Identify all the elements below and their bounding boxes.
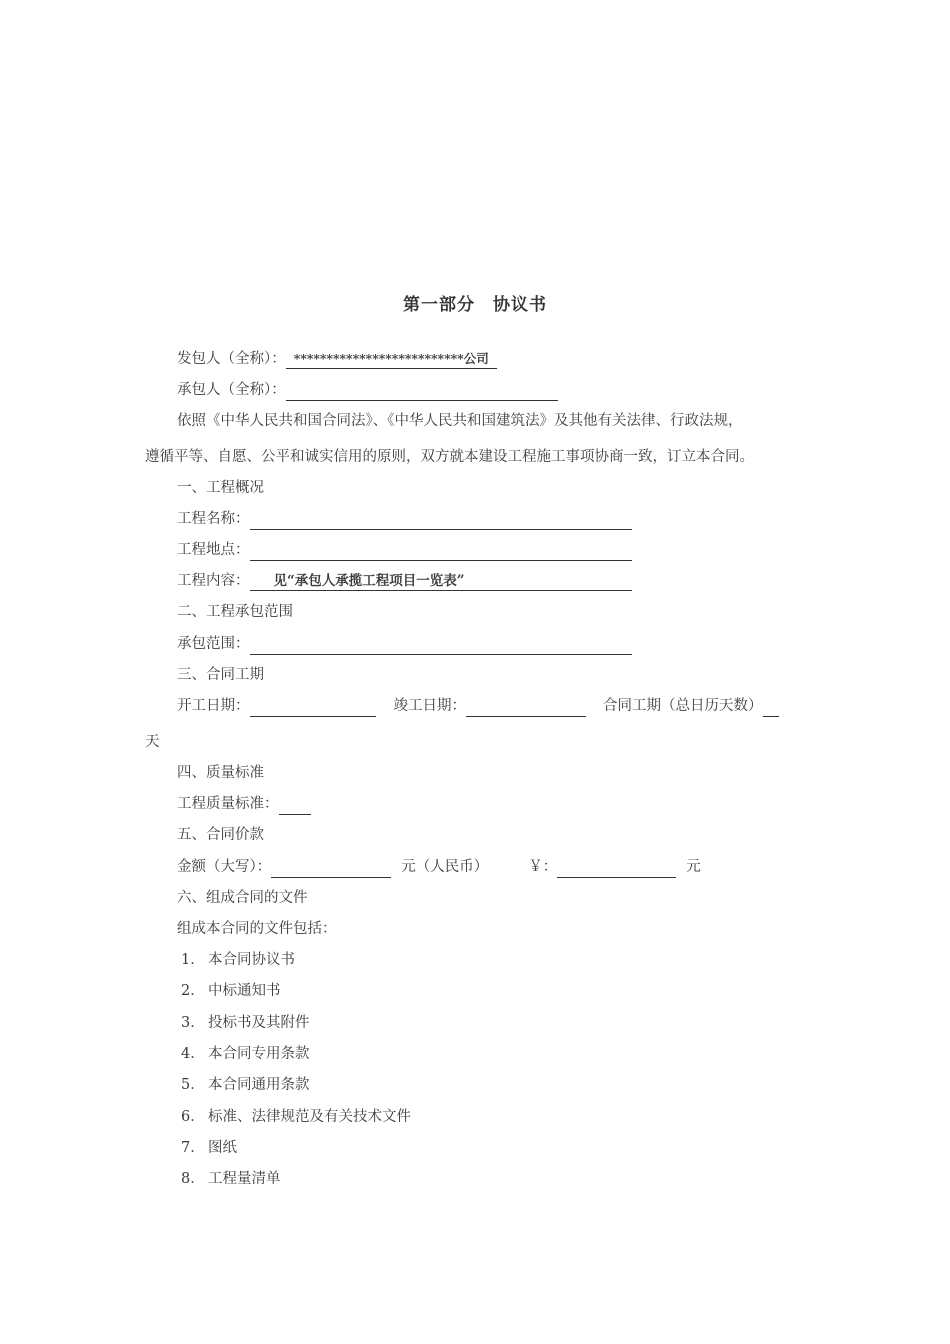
- section-1-heading: 一、工程概况: [177, 480, 264, 496]
- docs-intro: 组成本合同的文件包括：: [177, 921, 337, 937]
- list-item: [177, 1168, 281, 1190]
- list-item: [177, 949, 295, 971]
- quality-line: [177, 793, 311, 815]
- amount-label: 金额（大写）：: [177, 859, 272, 875]
- yen-unit: 元: [686, 859, 701, 875]
- list-item-text: 本合同专用条款: [208, 1046, 310, 1062]
- end-date-label: 竣工日期：: [393, 698, 466, 714]
- project-name-line: [177, 508, 632, 530]
- list-item-text: 中标通知书: [208, 983, 281, 999]
- scope-blank: [250, 636, 632, 655]
- list-item-text: 工程量清单: [208, 1171, 281, 1187]
- contractor-line: [177, 379, 558, 401]
- list-item-text: 本合同通用条款: [208, 1077, 310, 1093]
- employer-line: [177, 348, 497, 370]
- list-item: [177, 1137, 237, 1159]
- list-item-number: 1．: [181, 952, 205, 968]
- list-item-number: 2．: [181, 983, 205, 999]
- project-content-value: 见“承包人承揽工程项目一览表”: [250, 572, 632, 591]
- start-date-label: 开工日期：: [177, 698, 250, 714]
- amount-words-blank: [271, 859, 391, 878]
- quality-blank: [279, 796, 311, 815]
- section-2-heading: 二、工程承包范围: [177, 604, 293, 620]
- end-date-blank: [466, 698, 586, 717]
- start-date-blank: [250, 698, 376, 717]
- duration-label: 合同工期（总日历天数）: [603, 698, 763, 714]
- list-item: [177, 1074, 310, 1096]
- project-location-line: [177, 539, 632, 561]
- amount-line: [177, 856, 701, 878]
- project-location-label: 工程地点：: [177, 542, 250, 558]
- section-4-heading: 四、质量标准: [177, 765, 264, 781]
- project-name-blank: [250, 511, 632, 530]
- contractor-blank: [286, 382, 558, 401]
- section-6-heading: 六、组成合同的文件: [177, 890, 308, 906]
- duration-blank: [763, 698, 779, 717]
- list-item-text: 本合同协议书: [208, 952, 295, 968]
- project-location-blank: [250, 542, 632, 561]
- list-item-text: 标准、法律规范及有关技术文件: [208, 1109, 411, 1125]
- employer-value: **************************公司: [286, 350, 497, 369]
- list-item-text: 投标书及其附件: [208, 1015, 310, 1031]
- scope-line: [177, 633, 632, 655]
- list-item-number: 5．: [181, 1077, 205, 1093]
- employer-label: 发包人（全称）：: [177, 351, 286, 367]
- list-item: [177, 1106, 411, 1128]
- project-content-line: [177, 570, 632, 592]
- duration-unit: 天: [145, 734, 160, 750]
- yen-blank: [557, 859, 676, 878]
- amount-unit: 元（人民币）: [401, 859, 489, 875]
- project-content-label: 工程内容：: [177, 573, 250, 589]
- list-item-number: 7．: [181, 1140, 205, 1156]
- intro-line-2: 遵循平等、自愿、公平和诚实信用的原则，双方就本建设工程施工事项协商一致，订立本合同。: [145, 449, 754, 465]
- list-item-number: 3．: [181, 1015, 205, 1031]
- contractor-label: 承包人（全称）：: [177, 382, 286, 398]
- list-item: [177, 980, 281, 1002]
- list-item-number: 4．: [181, 1046, 205, 1062]
- scope-label: 承包范围：: [177, 636, 250, 652]
- list-item: [177, 1012, 310, 1034]
- section-3-heading: 三、合同工期: [177, 667, 264, 683]
- list-item: [177, 1043, 310, 1065]
- yen-label: ￥：: [528, 859, 558, 875]
- project-name-label: 工程名称：: [177, 511, 250, 527]
- document-title: 第一部分 协议书: [403, 295, 547, 315]
- list-item-text: 图纸: [208, 1140, 237, 1156]
- list-item-number: 8．: [181, 1171, 205, 1187]
- quality-label: 工程质量标准：: [177, 796, 279, 812]
- intro-line-1: 依照《中华人民共和国合同法》、《中华人民共和国建筑法》及其他有关法律、行政法规，: [177, 413, 743, 429]
- list-item-number: 6．: [181, 1109, 205, 1125]
- section-5-heading: 五、合同价款: [177, 827, 264, 843]
- schedule-line: [177, 695, 779, 717]
